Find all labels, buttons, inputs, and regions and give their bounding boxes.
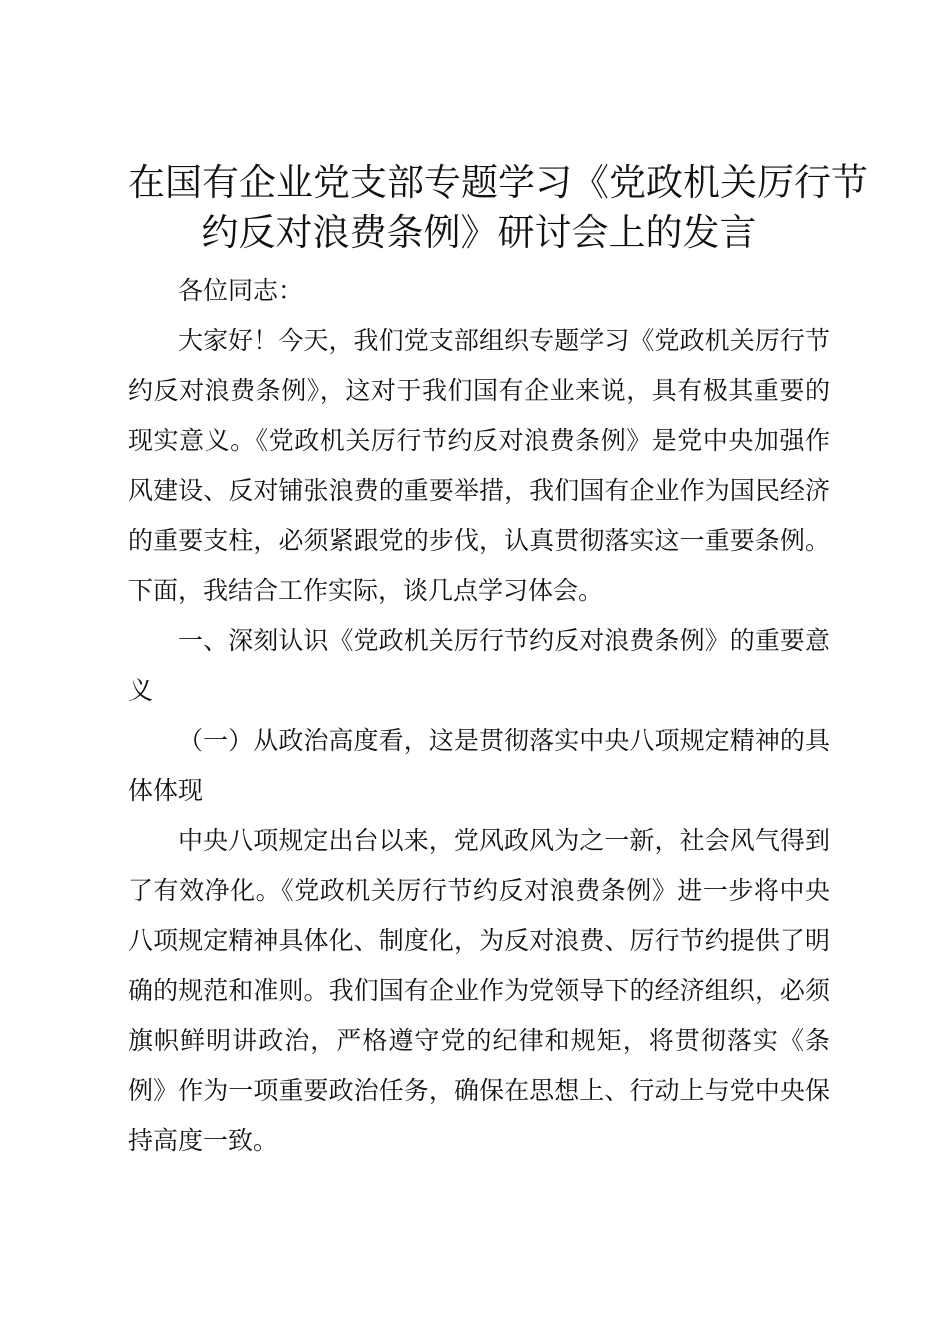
- title-line-1: 在国有企业党支部专题学习《党政机关厉行节: [128, 161, 868, 204]
- salutation: 各位同志：: [178, 276, 304, 305]
- subsection-heading-1: （一）从政治高度看，这是贯彻落实中央八项规定精神的具体体现: [128, 726, 830, 805]
- section-heading-1: 一、深刻认识《党政机关厉行节约反对浪费条例》的重要意义: [128, 626, 830, 705]
- document-title: [128, 158, 868, 258]
- title-line-2: 约反对浪费条例》研讨会上的发言: [201, 211, 757, 254]
- paragraph-intro: 大家好！今天，我们党支部组织专题学习《党政机关厉行节约反对浪费条例》，这对于我们国有企业来说，具有极其重要的现实意义。《党政机关厉行节约反对浪费条例》是党中央加强作风建设、反对铺张浪费的重要举措，我们国有企业作为国民经济的重要支柱，必须紧跟党的步伐，认真贯彻落实这一重要条例。下面，我结合工作实际，谈几点学习体会。: [128, 326, 830, 605]
- paragraph-body-1: 中央八项规定出台以来，党风政风为之一新，社会风气得到了有效净化。《党政机关厉行节约反对浪费条例》进一步将中央八项规定精神具体化、制度化，为反对浪费、厉行节约提供了明确的规范和准则。我们国有企业作为党领导下的经济组织，必须旗帜鲜明讲政治，严格遵守党的纪律和规矩，将贯彻落实《条例》作为一项重要政治任务，确保在思想上、行动上与党中央保持高度一致。: [128, 826, 830, 1155]
- document-page: [128, 158, 868, 1166]
